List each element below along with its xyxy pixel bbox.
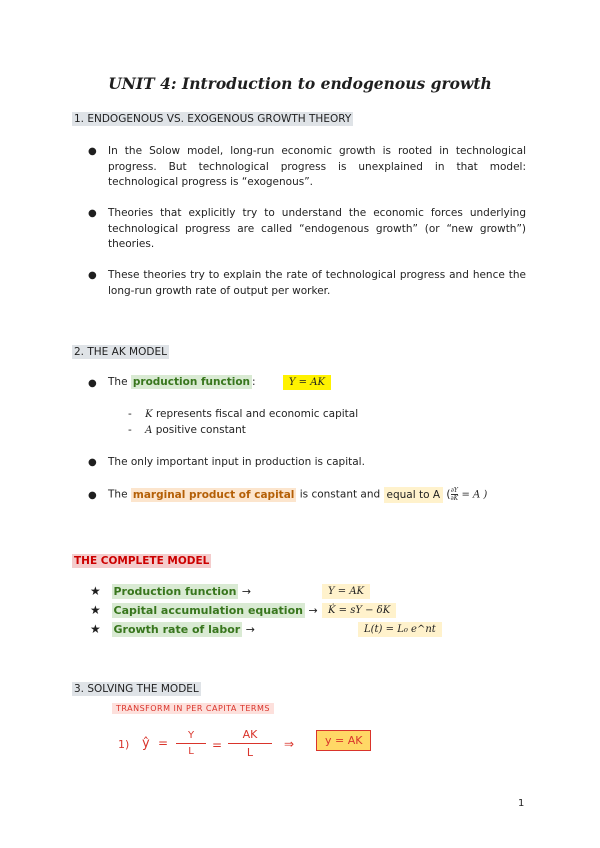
section2-bullet-2: The only important input in production is capital. — [108, 456, 365, 468]
model-eq-3: L(t) = L₀ e^nt — [358, 622, 442, 637]
model-row-2 — [90, 603, 318, 617]
handwritten-note: TRANSFORM IN PER CAPITA TERMS — [112, 703, 274, 714]
frac-den: ∂K — [450, 495, 459, 502]
model-row-1 — [90, 584, 251, 598]
section1-heading — [72, 113, 353, 125]
bullet-icon: ● — [88, 457, 97, 468]
model-row-label: Growth rate of labor — [113, 623, 241, 636]
step-number: 1) — [118, 738, 130, 751]
boxed-result: y = AK — [316, 730, 371, 751]
handwritten-fraction-1 — [176, 730, 206, 757]
equal-to-a: equal to A — [384, 487, 444, 503]
sub-item-k — [128, 408, 358, 420]
equals-2: = — [212, 738, 223, 752]
section3-heading — [72, 683, 201, 695]
star-icon: ★ — [90, 603, 101, 617]
section1-bullet-2: Theories that explicitly try to understand the economic forces underlying technological progress are called “endogenous growth” (or “new growth”) theories. — [108, 207, 526, 250]
equals-1: = — [158, 736, 169, 750]
frac2-num: AK — [228, 728, 272, 744]
star-icon: ★ — [90, 622, 101, 636]
complete-model-heading — [72, 555, 211, 567]
implies-icon: ⇒ — [284, 737, 295, 751]
var-a: A — [145, 425, 153, 436]
frac-num: ∂Y — [450, 487, 458, 494]
b3-open: ( — [446, 488, 451, 501]
arrow-icon: → — [241, 585, 252, 598]
b3-tail: = A ) — [461, 489, 488, 501]
production-function-term: production function — [132, 376, 251, 388]
section2-heading — [72, 346, 169, 358]
b3-mid: is constant and — [299, 488, 381, 501]
model-row-3 — [90, 622, 255, 636]
var-k: K — [145, 409, 153, 420]
section1-bullet-3: These theories try to explain the rate of technological progress and hence the long-run growth rate of output per worker. — [108, 269, 526, 297]
section3-heading-text: 3. SOLVING THE MODEL — [74, 683, 199, 695]
bullet-icon: ● — [88, 490, 97, 501]
frac2-den: L — [246, 746, 254, 759]
model-eq-2: K̇ = sY − δK — [322, 603, 396, 618]
page-number: 1 — [518, 798, 525, 809]
section1-heading-text: 1. ENDOGENOUS VS. EXOGENOUS GROWTH THEORY — [74, 113, 352, 125]
sub1-text: represents fiscal and economic capital — [155, 408, 359, 420]
complete-model-heading-text: THE COMPLETE MODEL — [74, 555, 210, 567]
section2-bullet-1 — [108, 375, 526, 391]
derivative-fraction — [451, 487, 459, 502]
bullet-icon: ● — [88, 378, 97, 389]
bullet-icon: ● — [88, 146, 97, 157]
sub2-text: positive constant — [155, 424, 246, 436]
sub-item-a — [128, 424, 246, 436]
frac1-num: Y — [176, 730, 206, 744]
marginal-product-term: marginal product of capital — [132, 488, 295, 501]
arrow-icon: → — [245, 623, 255, 636]
b3-prefix: The — [108, 488, 128, 501]
section1-bullet-1: In the Solow model, long-run economic growth is rooted in technological progress. But technological progress is unexplained in that model: technological progress is “exogenous”. — [108, 145, 526, 188]
model-eq-1: Y = AK — [322, 584, 370, 599]
arrow-icon: → — [308, 604, 318, 617]
bullet-icon: ● — [88, 270, 97, 281]
page-title: UNIT 4: Introduction to endogenous growth — [108, 74, 492, 93]
dash-icon: - — [128, 408, 132, 420]
production-function-equation: Y = AK — [283, 375, 331, 390]
b1-colon: : — [252, 376, 256, 388]
section2-heading-text: 2. THE AK MODEL — [74, 346, 167, 358]
bullet-icon: ● — [88, 208, 97, 219]
b1-prefix: The — [108, 376, 128, 388]
model-row-label: Capital accumulation equation — [113, 604, 303, 617]
section2-bullet-3 — [108, 487, 526, 503]
frac1-den: L — [188, 746, 194, 757]
dash-icon: - — [128, 424, 132, 436]
model-row-label: Production function — [113, 585, 237, 598]
y-hat: ŷ — [142, 736, 150, 751]
handwritten-fraction-2 — [228, 728, 272, 759]
star-icon: ★ — [90, 584, 101, 598]
